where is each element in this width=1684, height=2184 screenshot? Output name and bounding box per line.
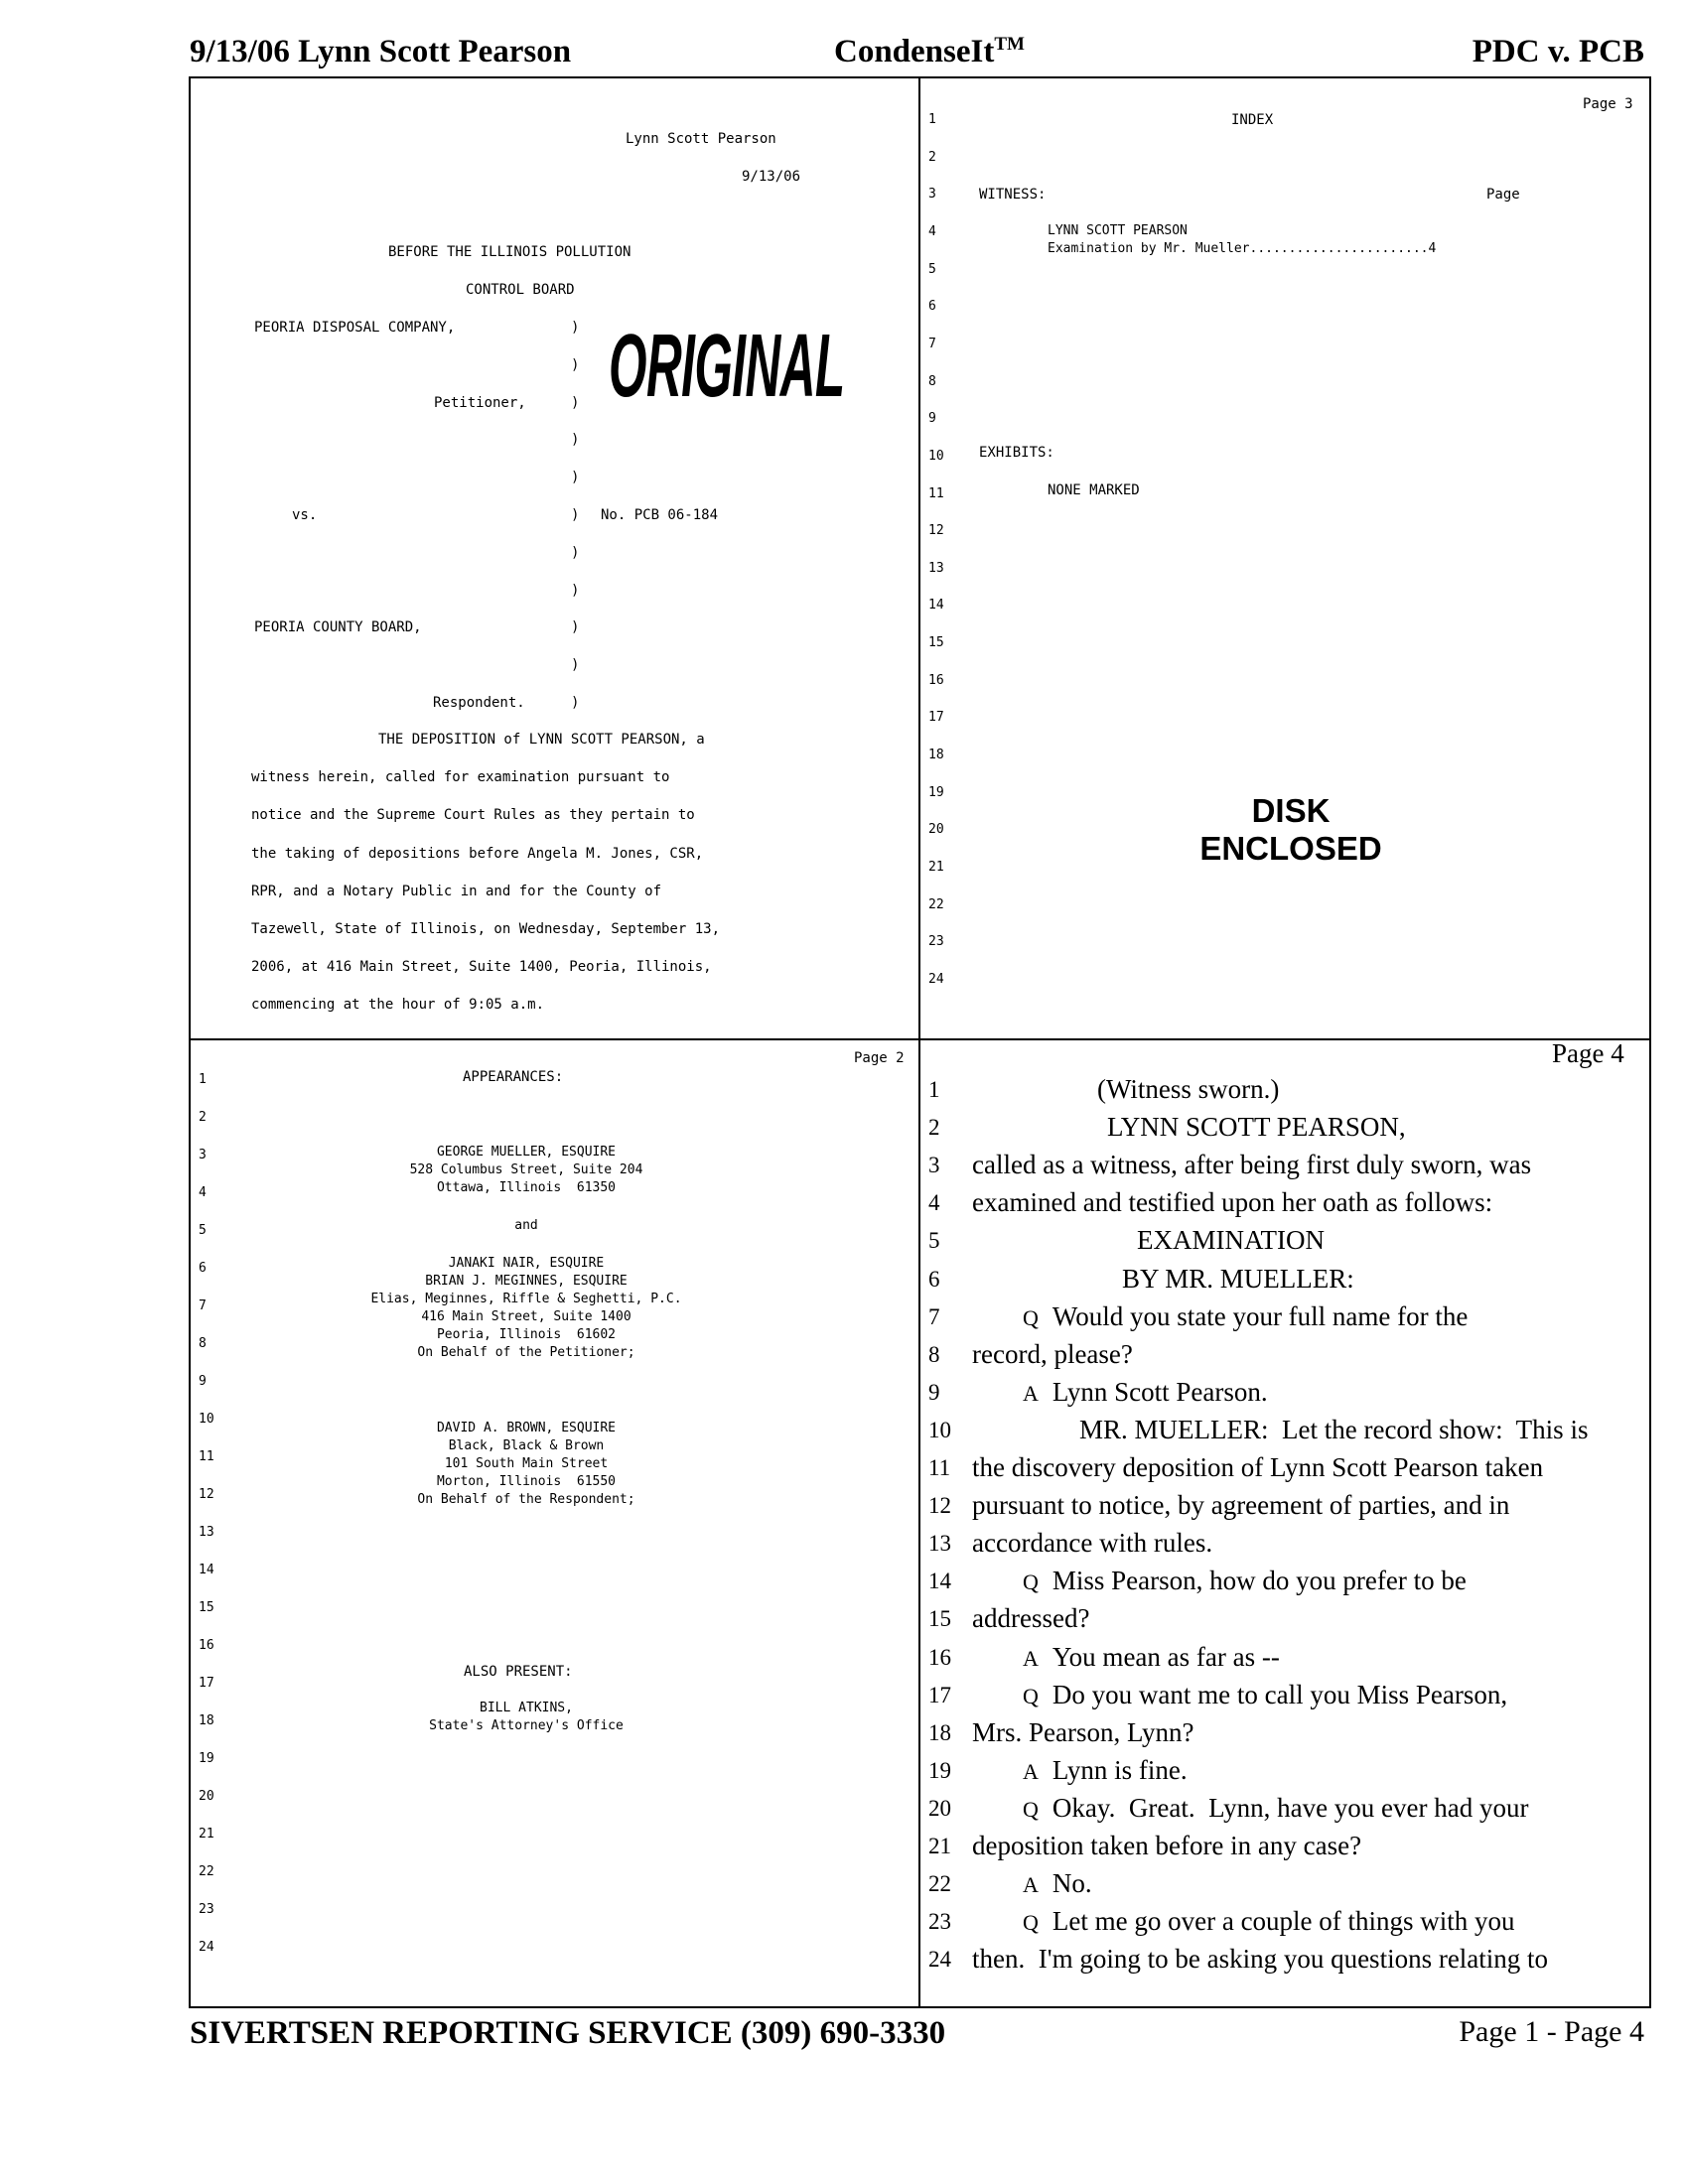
line-number: 14 xyxy=(199,1563,214,1577)
witness-name: LYNN SCOTT PEARSON xyxy=(1048,223,1188,238)
caption-paren: ) xyxy=(571,657,580,674)
page1-body-line: commencing at the hour of 9:05 a.m. xyxy=(251,997,545,1014)
caption-paren: ) xyxy=(571,544,580,561)
case-number: No. PCB 06-184 xyxy=(601,507,719,523)
qa-marker: A xyxy=(1023,1645,1039,1671)
line-number: 1 xyxy=(928,112,936,127)
also-present-atkins xyxy=(278,1700,774,1735)
line-number: 11 xyxy=(928,485,944,501)
row-divider xyxy=(189,1038,1651,1040)
transcript-line xyxy=(1023,1301,1468,1332)
line-number: 16 xyxy=(928,672,944,688)
line-number: 17 xyxy=(199,1676,214,1691)
line-number: 23 xyxy=(199,1902,214,1917)
line-number: 22 xyxy=(199,1864,214,1879)
line-number: 8 xyxy=(199,1336,207,1351)
and-text: and xyxy=(514,1218,538,1233)
line-number: 15 xyxy=(199,1600,214,1615)
transcript-line xyxy=(1023,1868,1092,1899)
appearance-line: Black, Black & Brown xyxy=(448,1438,605,1453)
line-number: 7 xyxy=(928,336,936,351)
line-number: 7 xyxy=(928,1303,940,1329)
examination-entry: Examination by Mr. Mueller.......................4 xyxy=(1048,241,1437,256)
transcript-line: LYNN SCOTT PEARSON, xyxy=(1107,1112,1406,1143)
index-title: INDEX xyxy=(1231,112,1274,128)
page4-label: Page 4 xyxy=(1552,1038,1624,1068)
appearance-line: GEORGE MUELLER, ESQUIRE xyxy=(436,1145,616,1160)
caption-paren: ) xyxy=(571,470,580,486)
transcript-text: Okay. Great. Lynn, have you ever had your xyxy=(1052,1792,1529,1823)
qa-marker: A xyxy=(1023,1872,1039,1898)
caption-paren: ) xyxy=(571,619,580,636)
transcript-line: pursuant to notice, by agreement of parties, and in xyxy=(972,1490,1510,1521)
transcript-text: Would you state your full name for the xyxy=(1052,1300,1469,1331)
line-number: 18 xyxy=(928,748,944,763)
line-number: 6 xyxy=(928,299,936,315)
transcript-line: record, please? xyxy=(972,1338,1133,1369)
page2-label: Page 2 xyxy=(854,1050,905,1066)
transcript-text: Let me go over a couple of things with you xyxy=(1052,1906,1515,1937)
transcript-line xyxy=(1023,1642,1280,1673)
page1-name: Lynn Scott Pearson xyxy=(626,131,776,147)
appearance-line: BILL ATKINS, xyxy=(480,1701,573,1715)
line-number: 24 xyxy=(199,1940,214,1955)
appearance-line: 528 Columbus Street, Suite 204 xyxy=(409,1162,643,1177)
footer-reporting-service: SIVERTSEN REPORTING SERVICE (309) 690-3330 xyxy=(190,2015,946,2051)
transcript-line: addressed? xyxy=(972,1603,1090,1634)
exhibits-label: EXHIBITS: xyxy=(979,445,1054,461)
qa-marker: Q xyxy=(1023,1796,1039,1822)
transcript-line: called as a witness, after being first duly sworn, was xyxy=(972,1150,1532,1180)
line-number: 2 xyxy=(199,1110,207,1125)
line-number: 23 xyxy=(928,934,944,950)
transcript-text: Miss Pearson, how do you prefer to be xyxy=(1052,1566,1467,1596)
caption-paren: ) xyxy=(571,695,580,711)
caption-party: vs. xyxy=(292,507,318,523)
transcript-line: BY MR. MUELLER: xyxy=(1122,1263,1354,1294)
caption-paren: ) xyxy=(571,320,580,336)
line-number: 4 xyxy=(199,1185,207,1200)
caption-paren: ) xyxy=(571,394,580,411)
line-number: 4 xyxy=(928,223,936,239)
appearance-line: Elias, Meginnes, Riffle & Seghetti, P.C. xyxy=(370,1292,682,1306)
line-number: 22 xyxy=(928,1871,951,1897)
line-number: 4 xyxy=(928,1190,940,1216)
transcript-text: Lynn is fine. xyxy=(1052,1754,1188,1785)
appearance-line: JANAKI NAIR, ESQUIRE xyxy=(448,1256,605,1271)
original-stamp: ORIGINAL xyxy=(609,317,845,416)
line-number: 5 xyxy=(928,1228,940,1254)
appearances-title: APPEARANCES: xyxy=(463,1069,564,1085)
line-number: 9 xyxy=(928,1379,940,1405)
transcript-text: No. xyxy=(1052,1868,1092,1899)
line-number: 2 xyxy=(928,149,936,165)
line-number: 21 xyxy=(928,860,944,875)
line-number: 22 xyxy=(928,896,944,912)
transcript-text: You mean as far as -- xyxy=(1052,1641,1280,1672)
caption-party: PEORIA COUNTY BOARD, xyxy=(254,619,422,636)
page1-date: 9/13/06 xyxy=(742,169,801,185)
line-number: 17 xyxy=(928,1682,951,1707)
transcript-line: the discovery deposition of Lynn Scott Pearson taken xyxy=(972,1452,1544,1482)
page1-body-line: THE DEPOSITION of LYNN SCOTT PEARSON, a xyxy=(378,732,705,748)
line-number: 10 xyxy=(199,1412,214,1427)
line-number: 15 xyxy=(928,1606,951,1632)
line-number: 24 xyxy=(928,971,944,987)
line-number: 5 xyxy=(928,261,936,277)
line-number: 14 xyxy=(928,1569,951,1594)
none-marked: NONE MARKED xyxy=(1048,482,1140,498)
transcript-text: Lynn Scott Pearson. xyxy=(1052,1376,1268,1407)
appearance-line: Morton, Illinois 61550 xyxy=(436,1474,616,1489)
appearance-line: Ottawa, Illinois 61350 xyxy=(436,1180,616,1195)
page-column-label: Page xyxy=(1486,187,1520,203)
line-number: 1 xyxy=(928,1077,940,1102)
page1-body-line: 2006, at 416 Main Street, Suite 1400, Peoria, Illinois, xyxy=(251,959,712,976)
line-number: 17 xyxy=(928,710,944,726)
line-number: 14 xyxy=(928,598,944,614)
qa-marker: A xyxy=(1023,1758,1039,1784)
line-number: 13 xyxy=(928,560,944,576)
qa-marker: Q xyxy=(1023,1304,1039,1330)
line-number: 10 xyxy=(928,448,944,464)
transcript-line: examined and testified upon her oath as follows: xyxy=(972,1187,1493,1218)
appearance-line: On Behalf of the Respondent; xyxy=(417,1492,635,1507)
appearance-mueller xyxy=(278,1144,774,1197)
disk-stamp-line1: DISK xyxy=(1251,792,1331,829)
line-number: 11 xyxy=(928,1455,951,1480)
transcript-line xyxy=(1023,1755,1188,1786)
page1-body-line: notice and the Supreme Court Rules as they pertain to xyxy=(251,807,695,824)
caption-paren: ) xyxy=(571,356,580,373)
appearance-brown xyxy=(278,1420,774,1509)
caption-party: Petitioner, xyxy=(434,394,526,411)
header-center-text: CondenseIt xyxy=(834,34,995,69)
line-number: 9 xyxy=(928,411,936,427)
line-number: 15 xyxy=(928,635,944,651)
caption-paren: ) xyxy=(571,582,580,599)
line-number: 3 xyxy=(928,1153,940,1178)
caption-paren: ) xyxy=(571,507,580,523)
line-number: 20 xyxy=(199,1789,214,1804)
disk-stamp-line2: ENCLOSED xyxy=(1199,830,1382,867)
line-number: 9 xyxy=(199,1374,207,1389)
line-number: 24 xyxy=(928,1947,951,1973)
line-number: 12 xyxy=(928,523,944,539)
qa-marker: Q xyxy=(1023,1910,1039,1936)
line-number: 1 xyxy=(199,1072,207,1087)
transcript-line xyxy=(1023,1793,1528,1824)
line-number: 20 xyxy=(928,1795,951,1821)
line-number: 19 xyxy=(199,1751,214,1766)
page1-before-line1: BEFORE THE ILLINOIS POLLUTION xyxy=(388,244,632,260)
transcript-line xyxy=(1023,1680,1507,1710)
line-number: 21 xyxy=(928,1834,951,1858)
line-number: 10 xyxy=(928,1417,951,1442)
appearance-line: 416 Main Street, Suite 1400 xyxy=(421,1309,632,1324)
header-right: PDC v. PCB xyxy=(1472,34,1644,69)
line-number: 21 xyxy=(199,1827,214,1842)
line-number: 13 xyxy=(928,1531,951,1557)
caption-paren: ) xyxy=(571,432,580,449)
footer-page-range: Page 1 - Page 4 xyxy=(1459,2015,1644,2048)
line-number: 12 xyxy=(199,1487,214,1502)
line-number: 3 xyxy=(199,1148,207,1162)
line-number: 16 xyxy=(928,1644,951,1670)
transcript-line: deposition taken before in any case? xyxy=(972,1831,1362,1860)
witness-label: WITNESS: xyxy=(979,187,1047,203)
appearance-line: BRIAN J. MEGINNES, ESQUIRE xyxy=(425,1274,628,1289)
transcript-line: MR. MUELLER: Let the record show: This is xyxy=(1079,1414,1589,1444)
header-center xyxy=(834,34,1025,70)
line-number: 7 xyxy=(199,1298,207,1313)
transcript-line: EXAMINATION xyxy=(1137,1225,1325,1256)
page1-before-line2: CONTROL BOARD xyxy=(466,282,575,298)
appearance-line: 101 South Main Street xyxy=(444,1456,609,1471)
line-number: 3 xyxy=(928,187,936,203)
qa-marker: Q xyxy=(1023,1570,1039,1595)
line-number: 19 xyxy=(928,784,944,800)
line-number: 18 xyxy=(928,1719,951,1745)
transcript-line: then. I'm going to be asking you questions relating to xyxy=(972,1944,1549,1975)
trademark: TM xyxy=(994,34,1025,55)
transcript-line xyxy=(1023,1377,1268,1408)
line-number: 8 xyxy=(928,373,936,389)
page1-body-line: the taking of depositions before Angela M. Jones, CSR, xyxy=(251,845,704,862)
page1-body-line: witness herein, called for examination pursuant to xyxy=(251,769,670,786)
appearance-line: Peoria, Illinois 61602 xyxy=(436,1327,616,1342)
transcript-line xyxy=(1023,1906,1515,1937)
transcript-line: Mrs. Pearson, Lynn? xyxy=(972,1716,1194,1747)
line-number: 18 xyxy=(199,1713,214,1728)
appearance-line: On Behalf of the Petitioner; xyxy=(417,1345,635,1360)
line-number: 11 xyxy=(199,1449,214,1464)
line-number: 16 xyxy=(199,1638,214,1653)
line-number: 6 xyxy=(928,1266,940,1292)
line-number: 20 xyxy=(928,822,944,838)
page1-body-line: Tazewell, State of Illinois, on Wednesday, September 13, xyxy=(251,921,721,937)
qa-marker: Q xyxy=(1023,1683,1039,1708)
line-number: 8 xyxy=(928,1341,940,1367)
transcript-line: accordance with rules. xyxy=(972,1528,1213,1559)
line-number: 2 xyxy=(928,1115,940,1141)
line-number: 23 xyxy=(928,1909,951,1935)
column-divider xyxy=(918,76,920,2008)
appearance-line: State's Attorney's Office xyxy=(429,1718,624,1733)
caption-party: Respondent. xyxy=(433,695,525,711)
line-number: 19 xyxy=(928,1757,951,1783)
line-number: 13 xyxy=(199,1525,214,1540)
line-number: 12 xyxy=(928,1493,951,1519)
header-left: 9/13/06 Lynn Scott Pearson xyxy=(190,34,572,69)
appearance-line: DAVID A. BROWN, ESQUIRE xyxy=(436,1421,616,1435)
qa-marker: A xyxy=(1023,1380,1039,1406)
transcript-line: (Witness sworn.) xyxy=(1097,1074,1280,1104)
appearance-nair-meginnes xyxy=(278,1255,774,1362)
transcript-line xyxy=(1023,1566,1467,1596)
page1-body-line: RPR, and a Notary Public in and for the County of xyxy=(251,883,662,899)
line-number: 5 xyxy=(199,1223,207,1238)
page3-label: Page 3 xyxy=(1583,96,1633,112)
also-present-title: ALSO PRESENT: xyxy=(464,1664,573,1680)
caption-party: PEORIA DISPOSAL COMPANY, xyxy=(254,320,456,336)
line-number: 6 xyxy=(199,1261,207,1276)
transcript-text: Do you want me to call you Miss Pearson, xyxy=(1052,1679,1508,1709)
